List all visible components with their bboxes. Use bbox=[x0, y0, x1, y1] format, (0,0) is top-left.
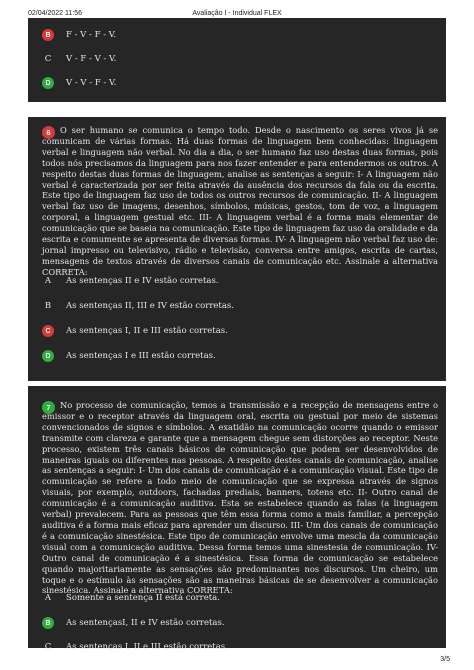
correct-answer-badge: D bbox=[42, 77, 54, 89]
option-text: As sentençasI, II e IV estão corretas. bbox=[66, 618, 225, 628]
option-text: F - V - F - V. bbox=[66, 30, 117, 40]
print-datetime: 02/04/2022 11:56 bbox=[28, 10, 82, 17]
q5-option-c[interactable] bbox=[42, 52, 116, 66]
option-text: As sentenças II, III e IV estão corretas. bbox=[66, 301, 234, 311]
page-number: 3/5 bbox=[440, 656, 450, 663]
question-6-body: O ser humano se comunica o tempo todo. Desde o nascimento os seres vivos já se comunicam de várias formas. Há duas formas de linguagem bem conhecidas: linguagem verbal e linguagem não verbal. No dia a dia, o ser humano faz uso destas duas formas, pois todos nós precisamos da linguagem para nos fazer entender e para entendermos os outros. A respeito destas duas formas de linguagem, analise as sentenças a seguir: I- A linguagem não verbal é caracterizada por ser feita através da ausência dos recursos da fala ou da escrita. Este tipo de linguagem faz uso de todos os outros recursos de comunicação. II- A linguagem verbal faz uso de imagens, desenhos, símbolos, músicas, gestos, tom de voz, a linguagem corporal, a linguagem gestual etc. III- A linguagem verbal é a forma mais elementar de comunicação que se baseia na comunicação. Este tipo de linguagem faz uso da oralidade e da escrita e comumente se apresenta de diversas formas. IV- A linguagem não verbal faz uso de: jornal impresso ou televisivo, rádio e televisão, conversa entre amigos, escrita de cartas, mensagens de textos através de diversos canais de comunicação etc. Assinale a alternativa CORRETA: bbox=[42, 125, 438, 277]
correct-answer-badge: D bbox=[42, 350, 54, 362]
option-text: V - V - F - V. bbox=[66, 78, 117, 88]
q6-option-a[interactable] bbox=[42, 274, 219, 288]
q5-option-b[interactable] bbox=[42, 28, 116, 42]
q7-option-c[interactable] bbox=[42, 640, 228, 654]
option-text: Somente a sentença II está correta. bbox=[66, 593, 220, 603]
question-text bbox=[42, 400, 438, 596]
q6-option-d[interactable] bbox=[42, 349, 216, 363]
q7-option-a[interactable] bbox=[42, 591, 220, 605]
q5-option-d[interactable] bbox=[42, 76, 116, 90]
wrong-answer-badge: B bbox=[42, 29, 54, 41]
print-title: Avaliação I - Individual FLEX bbox=[192, 10, 282, 17]
option-letter: A bbox=[44, 593, 52, 603]
option-letter: A bbox=[44, 276, 52, 286]
question-5-card bbox=[28, 18, 446, 102]
question-text bbox=[42, 125, 438, 278]
q7-option-b[interactable] bbox=[42, 616, 225, 630]
option-text: As sentenças I e III estão corretas. bbox=[66, 351, 216, 361]
wrong-answer-badge: C bbox=[42, 325, 54, 337]
q6-option-c[interactable] bbox=[42, 324, 228, 338]
question-6-card bbox=[28, 117, 446, 381]
option-text: As sentenças I, II e III estão corretas. bbox=[66, 326, 228, 336]
option-letter: C bbox=[44, 54, 52, 64]
q6-option-b[interactable] bbox=[42, 299, 234, 313]
question-number-badge: 6 bbox=[42, 126, 55, 139]
option-letter: B bbox=[44, 301, 52, 311]
question-7-card bbox=[28, 386, 446, 652]
option-letter: C bbox=[44, 642, 52, 652]
correct-answer-badge: B bbox=[42, 617, 54, 629]
question-number-badge: 7 bbox=[42, 401, 55, 414]
option-text: As sentenças I, II e III estão corretas. bbox=[66, 642, 228, 652]
print-header bbox=[0, 4, 474, 16]
question-7-body: No processo de comunicação, temos a transmissão e a recepção de mensagens entre o emissor e o receptor através da linguagem oral, escrita ou gestual por meio de sistemas convencionados de signos e símbolos. A exatidão na comunicação ocorre quando o emissor transmite com clareza e garante que a mensagem chegue sem distorções ao receptor. Neste processo, existem três canais básicos de comunicação que podem ser desenvolvidos de maneiras iguais ou diferentes nas pessoas. A respeito destes canais de comunicação, analise as sentenças a seguir: I- Um dos canais de comunicação é a comunicação visual. Este tipo de comunicação se refere a todo meio de comunicação que se expressa através de signos visuais, por exemplo, outdoors, fachadas prediais, banners, totens etc. II- Outro canal de comunicação é a comunicação auditiva. Esta se estabelece quando as falas (a linguagem verbal) prevalecem. Para as pessoas que têm essa forma como a mais familiar, a percepção auditiva é a forma mais eficaz para aprender um discurso. III- Um dos canais de comunicação é a comunicação sinestésica. Este tipo de comunicação envolve uma mescla da comunicação visual com a comunicação auditiva. Dessa forma temos uma sinestesia de comunicação. IV- Outro canal de comunicação é a sinestésica. Essa forma de comunicação se estabelece quando majoritariamente as sensações são predominantes nos discursos. Um cheiro, um toque e o estímulo às sensações são as maneiras básicas de se desenvolver a comunicação sinestésica. Assinale a alternativa CORRETA: bbox=[42, 400, 438, 596]
option-text: V - F - V - V. bbox=[66, 54, 117, 64]
option-text: As sentenças II e IV estão corretas. bbox=[66, 276, 219, 286]
